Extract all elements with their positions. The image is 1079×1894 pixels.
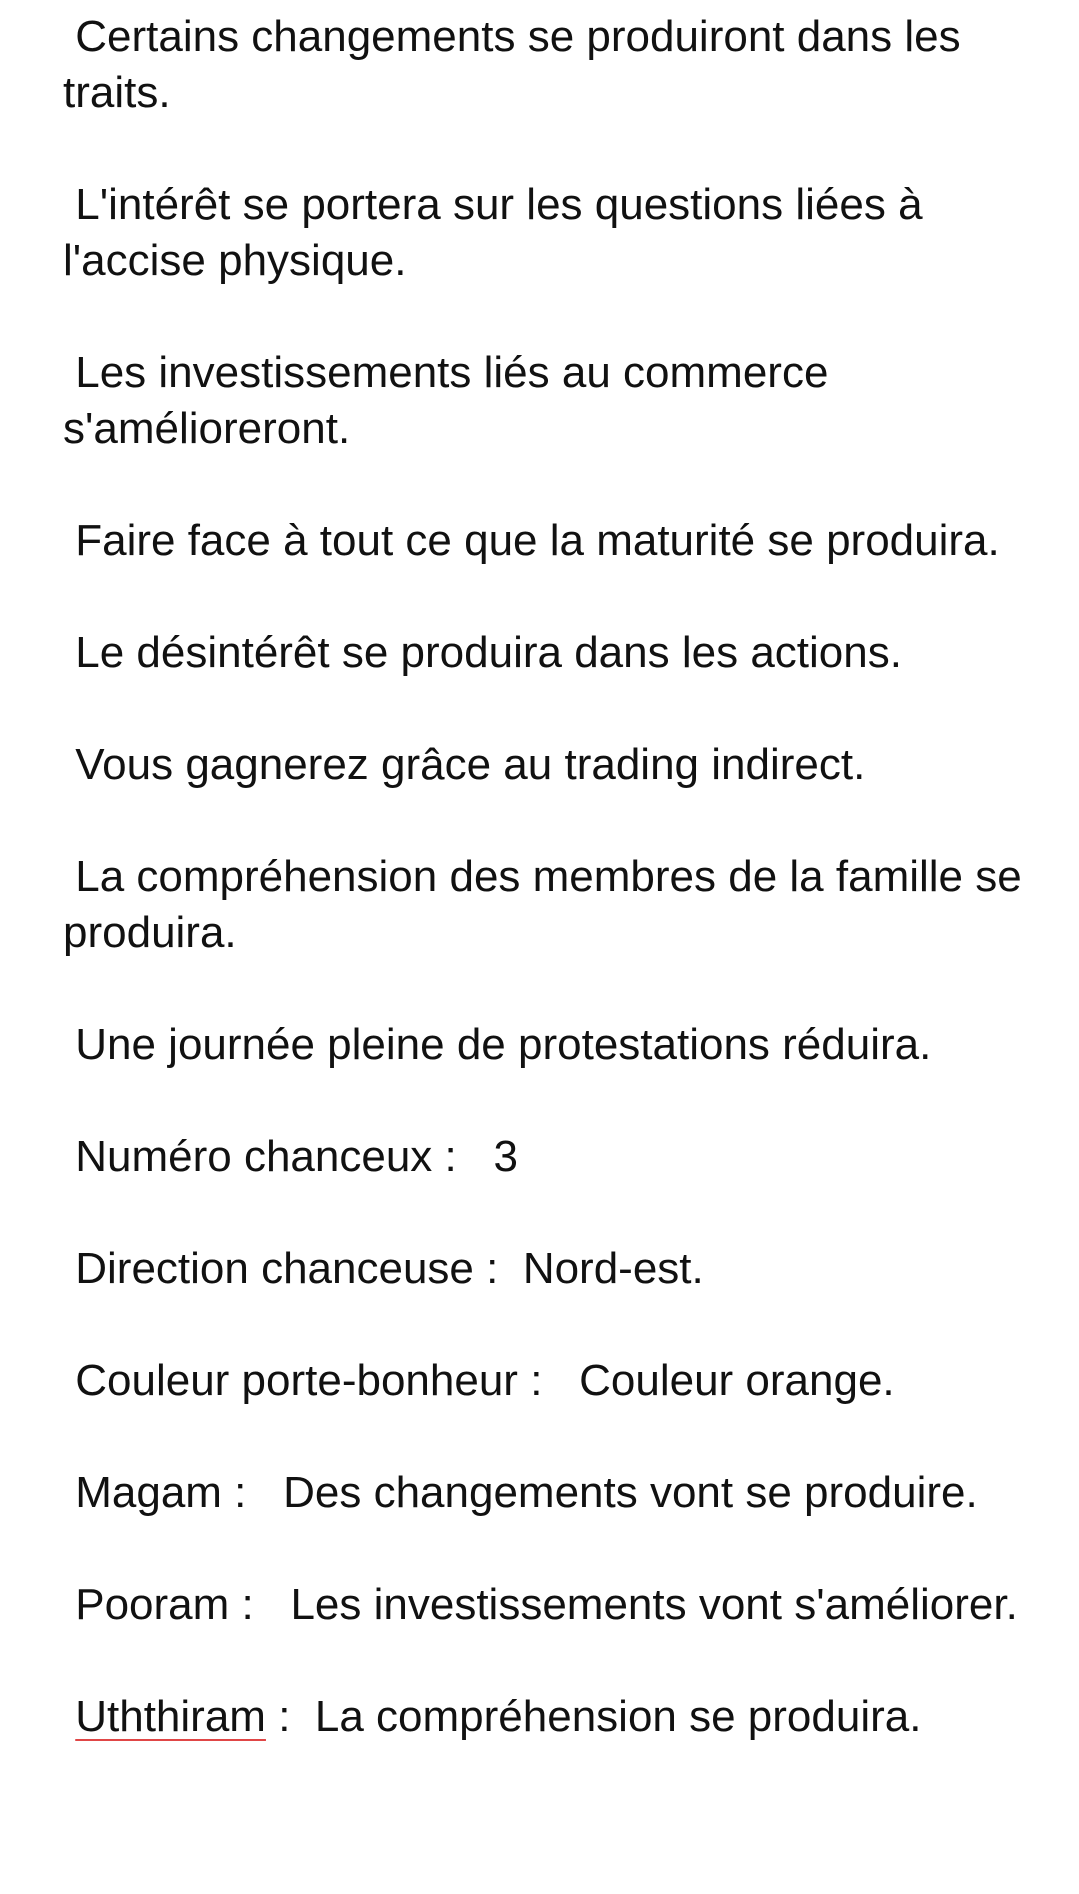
lucky-color-label: Couleur porte-bonheur : [75, 1356, 543, 1405]
lucky-number-label: Numéro chanceux : [75, 1132, 457, 1181]
lucky-direction [63, 1241, 1043, 1297]
paragraph-investments: Les investissements liés au commerce s'amélioreront. [63, 348, 829, 453]
paragraph-interest: L'intérêt se portera sur les questions liées à l'accise physique. [63, 180, 923, 285]
paragraph-family: La compréhension des membres de la famille se produira. [63, 852, 1022, 957]
star-pooram [63, 1577, 1043, 1633]
paragraph-disinterest: Le désintérêt se produira dans les actions. [75, 628, 902, 677]
star-pooram-text: Les investissements vont s'améliorer. [290, 1580, 1018, 1629]
lucky-direction-label: Direction chanceuse : [75, 1244, 499, 1293]
star-pooram-label: Pooram : [75, 1580, 254, 1629]
star-uththiram-label: Uththiram [75, 1692, 266, 1741]
lucky-color-value: Couleur orange. [579, 1356, 895, 1405]
star-uththiram [63, 1689, 1043, 1745]
paragraph-maturity: Faire face à tout ce que la maturité se produira. [75, 516, 1000, 565]
lucky-number [63, 1129, 1043, 1185]
paragraph-protests: Une journée pleine de protestations réduira. [75, 1020, 932, 1069]
star-uththiram-separator: : [278, 1692, 291, 1741]
lucky-number-value: 3 [493, 1132, 518, 1181]
horoscope-text [63, 9, 1043, 1801]
star-magam [63, 1465, 1043, 1521]
star-uththiram-text: La compréhension se produira. [314, 1692, 922, 1741]
lucky-color [63, 1353, 1043, 1409]
paragraph-trading: Vous gagnerez grâce au trading indirect. [75, 740, 866, 789]
star-magam-label: Magam : [75, 1468, 247, 1517]
lucky-direction-value: Nord-est. [522, 1244, 704, 1293]
star-magam-text: Des changements vont se produire. [283, 1468, 978, 1517]
paragraph-traits: Certains changements se produiront dans les traits. [63, 12, 961, 117]
